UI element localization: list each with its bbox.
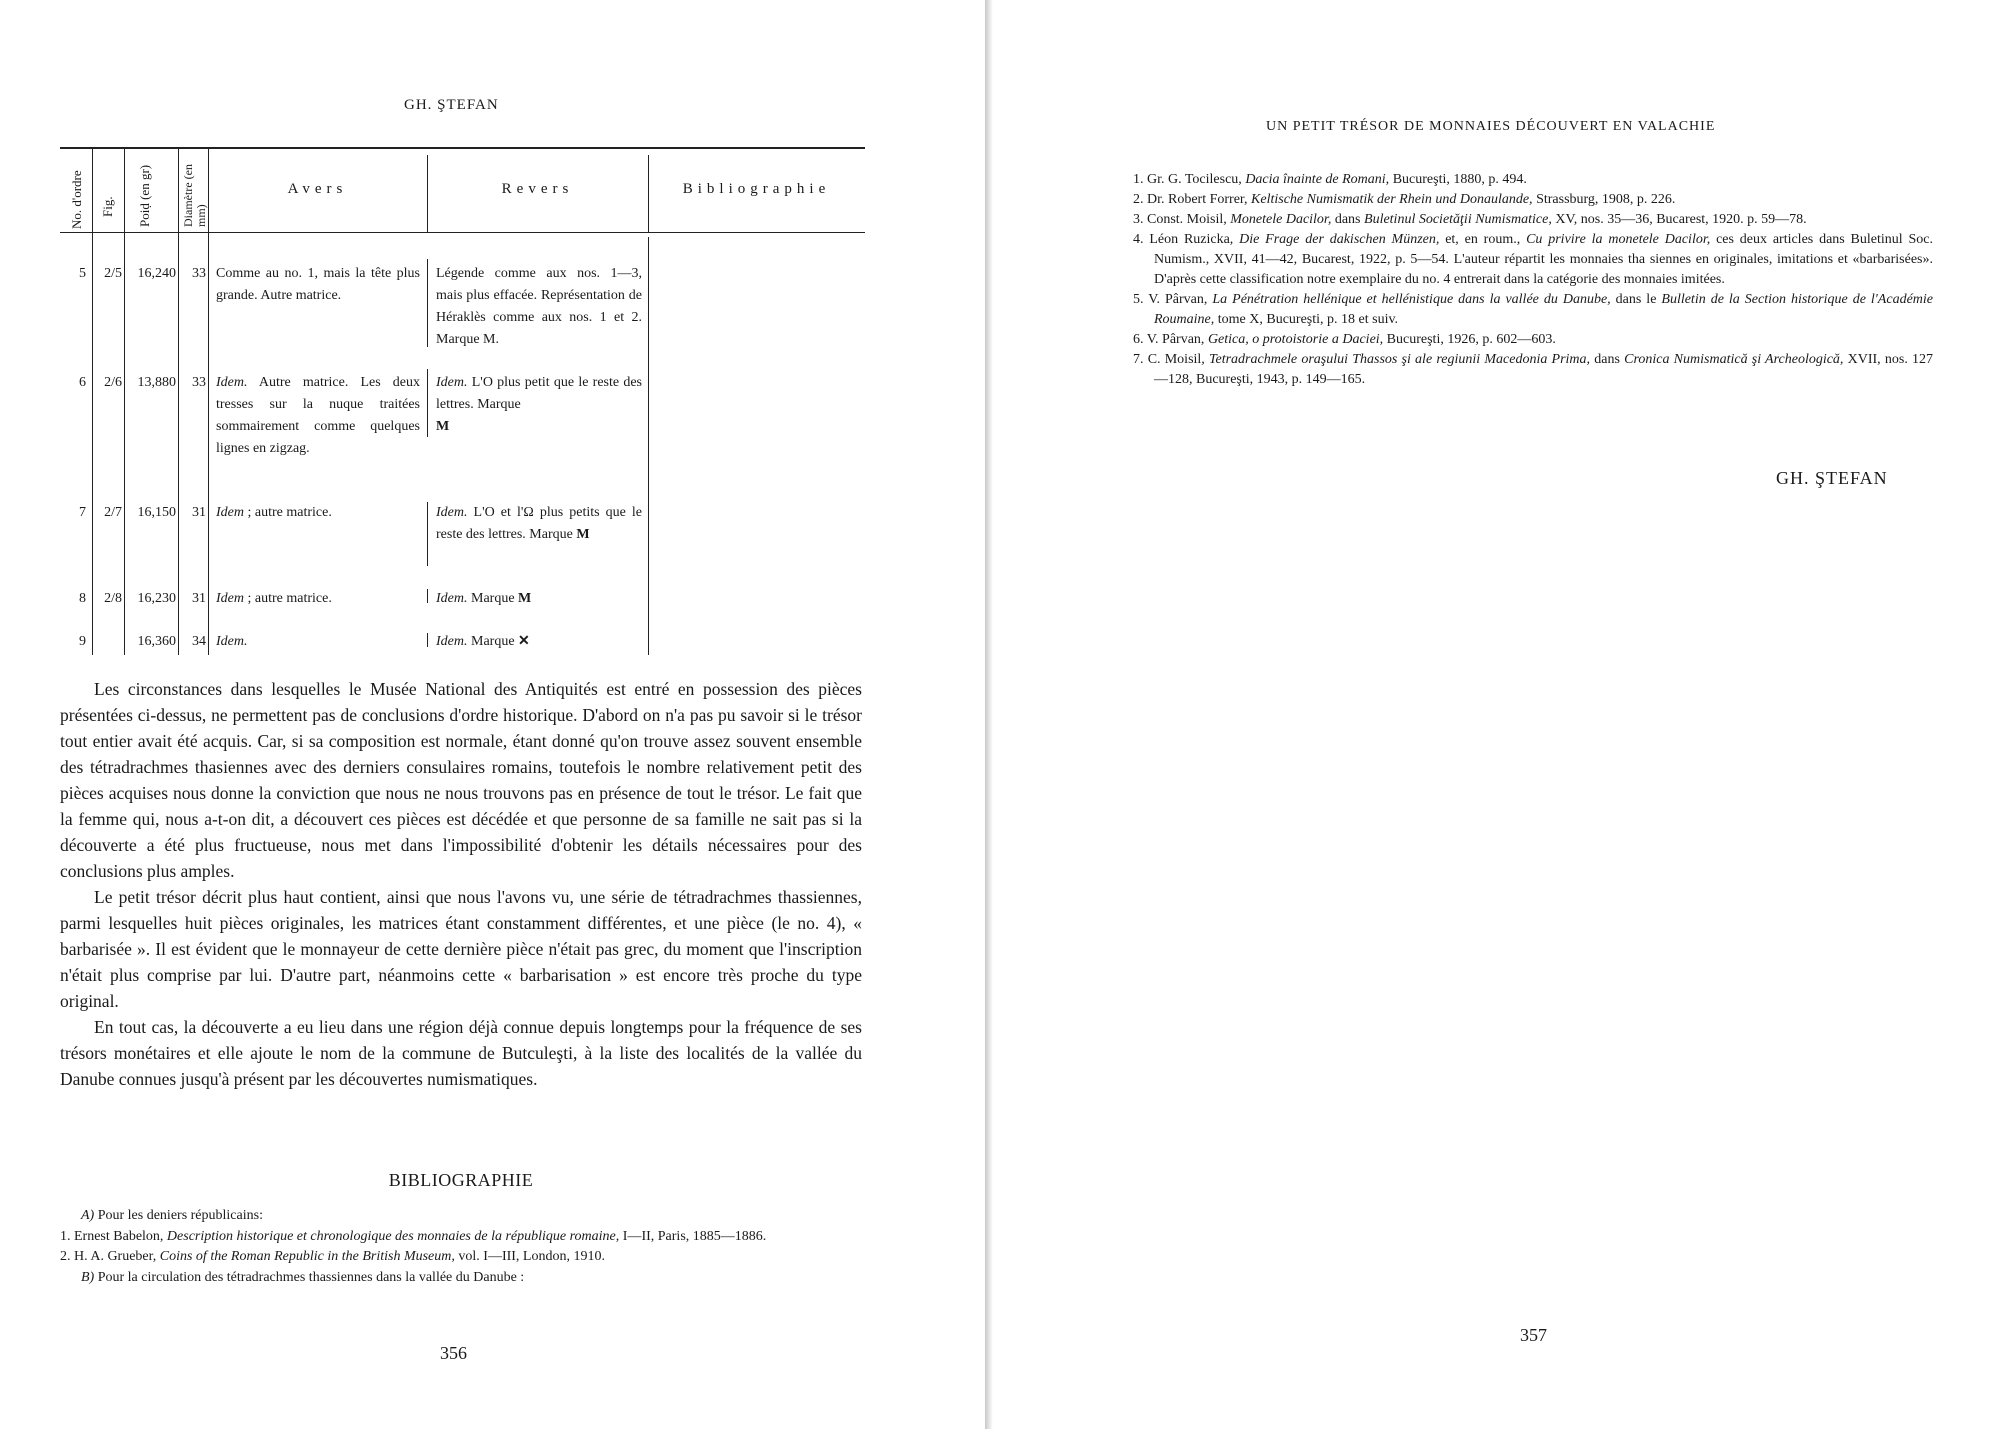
column-divider <box>648 237 649 655</box>
bib-title: Coins of the Roman Republic in the British Museum, <box>159 1249 455 1264</box>
cell-revers <box>436 502 642 546</box>
header-weight: Poiḍ (en gr) <box>137 164 152 227</box>
running-head-left: GH. ŞTEFAN <box>404 97 499 113</box>
body-text <box>60 676 862 1092</box>
revers-text: L'O et l'Ω plus petits que le reste des lettres. Marque <box>436 505 642 542</box>
bib-rest: vol. I—III, London, 1910. <box>454 1249 605 1264</box>
paragraph: Les circonstances dans lesquelles le Musée National des Antiquités est entré en possession des pièces présentées ci-dessus, ne permettent pas de conclusions d'ordre historique. D'abord on n'a pas pu savoir si le trésor tout entier avait été acquis. Car, si sa composition est normale, étant donné qu'on trouve assez souvent ensemble des tétradrachmes thasiennes avec des derniers consulaires romains, toutefois le nombre relativement petit des pièces acquises nous donne la conviction que nous ne nous trouvons pas en présence de tout le trésor. Le fait que la femme qui, nous a-t-on dit, a découvert ces pièces est décédée et que personne de sa famille ne sait pas si la découverte a été plus fructueuse, nous met dans l'impossibilité d'obtenir les détails nécessaires pour des conclusions plus amples. <box>60 679 862 881</box>
column-divider <box>124 147 125 655</box>
ref-title-2: Cu privire la monetele Dacilor, <box>1526 232 1711 247</box>
idem-label: Idem. <box>216 375 248 390</box>
ref-title: Dacia înainte de Romani, <box>1245 172 1390 187</box>
reference-item <box>1133 230 1933 290</box>
header-order: No. d'ordre <box>69 170 84 229</box>
page-number-left: 356 <box>440 1343 467 1363</box>
book-gutter <box>985 0 993 1429</box>
cell-diameter: 33 <box>192 266 206 281</box>
ref-author: Léon Ruzicka, <box>1149 232 1240 247</box>
ref-rest-2: XVII, nos. 127—128, Bucureşti, 1943, p. 149—165. <box>1154 352 1934 387</box>
ref-title: Monetele Dacilor, <box>1230 212 1332 227</box>
ref-rest-2: tome X, Bucureşti, p. 18 et suiv. <box>1214 312 1399 327</box>
cell-fig: 2/5 <box>104 266 122 281</box>
ref-number: 3. <box>1133 212 1144 227</box>
mint-mark: M <box>436 419 450 434</box>
header-diameter: Diamètre (en mm) <box>181 164 209 227</box>
cell-weight: 13,880 <box>137 375 176 390</box>
reference-item <box>1133 290 1933 330</box>
avers-text: Autre matrice. Les deux tresses sur la nuque traitées sommairement comme quelques lignes en zigzag. <box>216 375 420 456</box>
mint-mark: ✕ <box>518 634 530 649</box>
ref-title: La Pénétration hellénique et hellénistique dans la vallée du Danube, <box>1212 292 1611 307</box>
bibliography-title: BIBLIOGRAPHIE <box>388 1170 534 1190</box>
reference-item <box>1133 210 1933 230</box>
ref-author: Const. Moisil, <box>1147 212 1231 227</box>
ref-number: 5. <box>1133 292 1144 307</box>
header-bibliographie: Bibliographie <box>682 181 831 197</box>
cell-avers <box>216 372 420 460</box>
running-head-right: UN PETIT TRÉSOR DE MONNAIES DÉCOUVERT EN VALACHIE <box>1266 119 1716 134</box>
bibliography-list <box>60 1206 862 1288</box>
cell-weight: 16,360 <box>137 634 176 649</box>
coin-table <box>60 147 865 655</box>
cell-no: 8 <box>79 591 86 606</box>
cell-diameter: 33 <box>192 375 206 390</box>
ref-rest: et, en roum., <box>1439 232 1527 247</box>
reference-item <box>1133 330 1933 350</box>
revers-text: L'O plus petit que le reste des lettres. Marque <box>436 375 642 412</box>
bib-item <box>60 1227 862 1248</box>
ref-rest-2: XV, nos. 35—36, Bucarest, 1920. p. 59—78. <box>1551 212 1807 227</box>
ref-number: 4. <box>1133 232 1144 247</box>
reference-item <box>1133 170 1933 190</box>
revers-text: Légende comme aux nos. 1—3, mais plus effacée. Représentation de Héraklès comme aux nos. 1 et 2. Marque M. <box>436 266 642 347</box>
ref-rest: dans <box>1331 212 1365 227</box>
header-fig: Fig. <box>100 196 115 217</box>
column-divider <box>427 369 428 437</box>
table-header-rule <box>60 232 865 233</box>
bib-group-text: Pour la circulation des tétradrachmes thassiennes dans la vallée du Danube : <box>94 1269 525 1285</box>
cell-diameter: 31 <box>192 591 206 606</box>
ref-number: 2. <box>1133 192 1144 207</box>
ref-title: Keltische Numismatik der Rhein und Donaulande, <box>1251 192 1533 207</box>
cell-diameter: 34 <box>192 634 206 649</box>
ref-author: V. Pârvan, <box>1146 332 1208 347</box>
bib-group-b <box>60 1268 862 1289</box>
idem-label: Idem <box>216 591 244 606</box>
cell-fig: 2/7 <box>104 505 122 520</box>
ref-rest: Bucureşti, 1880, p. 494. <box>1389 172 1527 187</box>
idem-label: Idem. <box>436 591 468 606</box>
header-revers: Revers <box>501 181 574 197</box>
column-divider <box>427 589 428 603</box>
cell-weight: 16,230 <box>137 591 176 606</box>
ref-author: V. Pârvan, <box>1148 292 1213 307</box>
author-signature: GH. ŞTEFAN <box>1776 468 1888 488</box>
bib-author: H. A. Grueber, <box>74 1249 160 1264</box>
avers-text: Comme au no. 1, mais la tête plus grande. Autre matrice. <box>216 266 420 303</box>
ref-rest-2: ces deux articles dans Buletinul Soc. Numism., XVII, 41—42, Bucarest, 1922, p. 5—54. L'auteur répartit les monnaies tha siennes en originales, imitations et «barbarisées». D'après cette classification notre exemplaire du no. 4 entrerait dans la catégorie des monnaies imitées. <box>1154 232 1933 287</box>
ref-author: Gr. G. Tocilescu, <box>1147 172 1246 187</box>
bib-item <box>60 1247 862 1268</box>
cell-avers <box>216 631 420 653</box>
ref-author: C. Moisil, <box>1147 352 1209 367</box>
cell-no: 5 <box>79 266 86 281</box>
paragraph: Le petit trésor décrit plus haut contient, ainsi que nous l'avons vu, une série de tétradrachmes thassiennes, parmi lesquelles huit pièces originales, les matrices étant constamment différentes, et une pièce (le no. 4), « barbarisée ». Il est évident que le monnayeur de cette dernière pièce n'était pas grec, du moment que l'inscription n'était plus comprise par lui. D'autre part, néanmoins cette « barbarisation » est encore très proche du type original. <box>60 887 862 1011</box>
column-divider <box>427 259 428 347</box>
ref-rest: dans le <box>1610 292 1662 307</box>
ref-title: Die Frage der dakischen Münzen, <box>1239 232 1440 247</box>
ref-title: Tetradrachmele oraşului Thassos şi ale regiunii Macedonia Prima, <box>1209 352 1591 367</box>
column-divider <box>427 502 428 566</box>
ref-number: 7. <box>1133 352 1144 367</box>
ref-title-2: Bulletin de la Section historique de l'Académie Roumaine, <box>1154 292 1933 327</box>
mint-mark: M <box>518 591 532 606</box>
cell-avers <box>216 263 420 307</box>
ref-author: Dr. Robert Forrer, <box>1147 192 1252 207</box>
cell-no: 7 <box>79 505 86 520</box>
bib-author: Ernest Babelon, <box>74 1228 167 1244</box>
table-top-rule <box>60 147 865 149</box>
avers-text: ; autre matrice. <box>244 505 332 520</box>
column-divider <box>178 147 179 655</box>
bib-title: Description historique et chronologique des monnaies de la république romaine, <box>166 1228 620 1244</box>
ref-title: Getica, o protoistorie a Daciei, <box>1207 332 1384 347</box>
idem-label: Idem <box>216 505 244 520</box>
cell-weight: 16,240 <box>137 266 176 281</box>
cell-revers <box>436 631 642 653</box>
cell-fig: 2/6 <box>104 375 122 390</box>
reference-item <box>1133 350 1933 390</box>
mint-mark: M <box>576 527 590 542</box>
ref-number: 6. <box>1133 332 1144 347</box>
cell-avers <box>216 588 420 610</box>
cell-weight: 16,150 <box>137 505 176 520</box>
idem-label: Idem. <box>436 505 468 520</box>
bib-number: 1. <box>60 1228 71 1244</box>
cell-no: 9 <box>79 634 86 649</box>
cell-fig: 2/8 <box>104 591 122 606</box>
bib-group-label: B) <box>81 1269 95 1285</box>
reference-item <box>1133 190 1933 210</box>
idem-label: Idem. <box>216 634 248 649</box>
bib-number: 2. <box>60 1249 71 1264</box>
ref-rest: dans <box>1590 352 1625 367</box>
column-divider <box>427 633 428 647</box>
avers-text: ; autre matrice. <box>244 591 332 606</box>
cell-avers <box>216 502 420 524</box>
ref-rest: Strassburg, 1908, p. 226. <box>1532 192 1676 207</box>
reference-list <box>1133 170 1933 390</box>
paragraph: En tout cas, la découverte a eu lieu dans une région déjà connue depuis longtemps pour la fréquence de ses trésors monétaires et elle ajoute le nom de la commune de Butculeşti, à la liste des localités de la vallée du Danube connues jusqu'à présent par les découvertes numismatiques. <box>60 1017 862 1089</box>
bib-group-a <box>60 1206 862 1227</box>
ref-title-2: Cronica Numismatică şi Archeologică, <box>1624 352 1844 367</box>
ref-title-2: Buletinul Societăţii Numismatice, <box>1364 212 1552 227</box>
bib-group-text: Pour les deniers républicains: <box>94 1208 263 1223</box>
header-avers: Avers <box>287 181 348 197</box>
idem-label: Idem. <box>436 375 468 390</box>
left-page <box>0 0 985 1429</box>
column-divider <box>92 147 93 655</box>
revers-text: Marque <box>467 634 515 649</box>
revers-text: Marque <box>467 591 515 606</box>
cell-revers <box>436 372 642 438</box>
cell-no: 6 <box>79 375 86 390</box>
ref-rest: Bucureşti, 1926, p. 602—603. <box>1383 332 1556 347</box>
idem-label: Idem. <box>436 634 468 649</box>
ref-number: 1. <box>1133 172 1144 187</box>
bib-group-label: A) <box>81 1208 95 1223</box>
cell-diameter: 31 <box>192 505 206 520</box>
cell-revers <box>436 263 642 351</box>
bib-rest: I—II, Paris, 1885—1886. <box>619 1228 767 1244</box>
cell-revers <box>436 588 642 610</box>
page-number-right: 357 <box>1520 1325 1547 1345</box>
right-page <box>993 0 2000 1429</box>
